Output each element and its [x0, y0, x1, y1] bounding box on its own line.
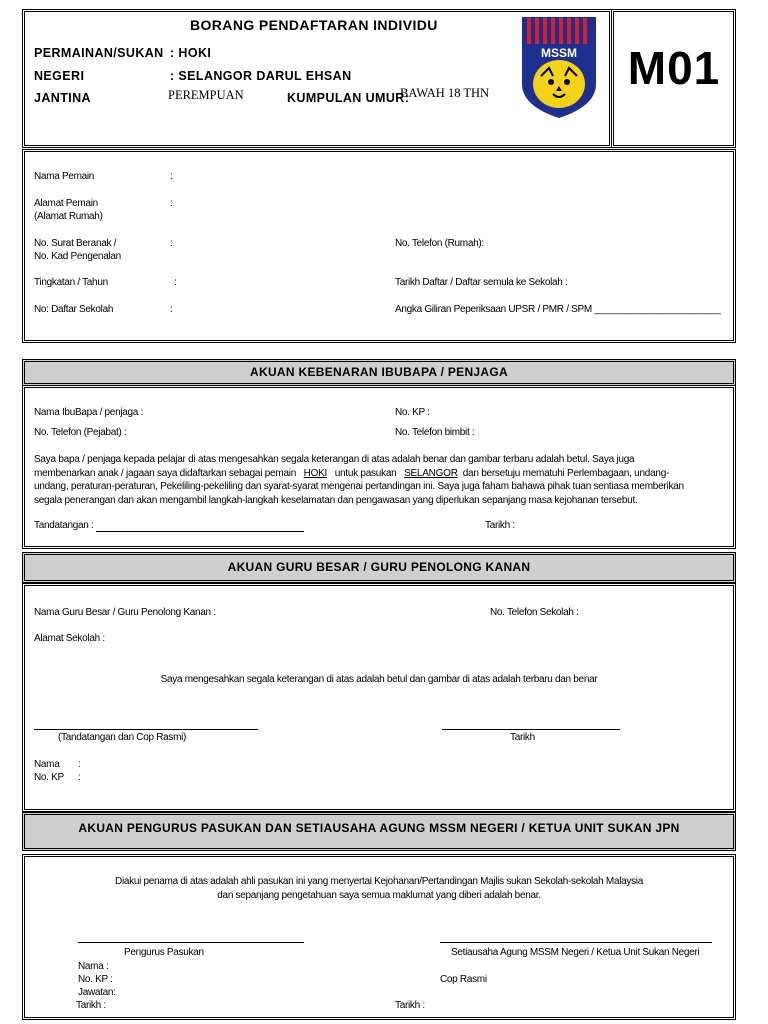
sport-value: : HOKI: [170, 46, 212, 60]
school-phone-label: No. Telefon Sekolah :: [490, 607, 579, 618]
colon: :: [78, 759, 81, 770]
age-group-label: KUMPULAN UMUR:: [287, 91, 410, 105]
colon: :: [170, 171, 173, 182]
para-line-3: undang, peraturan-peraturan, Pekeliling-pekeliling dan syarat-syarat mengenai pertandingan ini. Saya juga faham bahawa pihak tuan sentiasa memberikan: [34, 481, 684, 492]
player-address-sub: (Alamat Rumah): [34, 211, 103, 222]
colon: :: [170, 304, 173, 315]
exam-number-label: Angka Giliran Peperiksaan UPSR / PMR / SPM ________________________: [395, 304, 721, 315]
stamp-label: Cop Rasmi: [440, 974, 487, 985]
parent-name-label: Nama IbuBapa / penjaga :: [34, 407, 143, 418]
manager-name-label: Nama :: [78, 961, 109, 972]
player-address-label: Alamat Pemain: [34, 198, 98, 209]
para-team: SELANGOR: [404, 467, 458, 479]
headmaster-kp-label2: No. KP: [34, 772, 64, 783]
colon: :: [170, 238, 173, 249]
phone-home-label: No. Telefon (Rumah):: [395, 238, 484, 249]
grade-label: Tingkatan / Tahun: [34, 277, 108, 288]
secretary-caption: Setiausaha Agung MSSM Negeri / Ketua Unit Sukan Negeri: [451, 947, 700, 958]
mssm-logo: [519, 14, 599, 120]
manager-date-label: Tarikh :: [76, 1000, 106, 1011]
gender-value: PEREMPUAN: [168, 88, 244, 102]
sport-label: PERMAINAN/SUKAN: [34, 46, 164, 60]
para-line-2b: untuk pasukan: [334, 467, 397, 479]
school-reg-date-label: Tarikh Daftar / Daftar semula ke Sekolah :: [395, 277, 568, 288]
manager-heading: AKUAN PENGURUS PASUKAN DAN SETIAUSAHA AGUNG MSSM NEGERI / KETUA UNIT SUKAN JPN: [22, 812, 736, 851]
school-reg-label: No: Daftar Sekolah: [34, 304, 114, 315]
state-label: NEGERI: [34, 69, 85, 83]
school-address-label: Alamat Sekolah :: [34, 633, 105, 644]
gender-label: JANTINA: [34, 91, 91, 105]
parent-signature-label: Tandatangan :: [34, 520, 94, 531]
parent-date-label: Tarikh :: [485, 520, 515, 531]
player-name-label: Nama Pemain: [34, 171, 95, 182]
mobile-label: No. Telefon bimbit :: [395, 427, 475, 438]
manager-signature-line: [78, 942, 304, 943]
colon: :: [174, 277, 177, 288]
manager-statement-line1: Diakui penama di atas adalah ahli pasukan ini yang menyertai Kejohanan/Pertandingan Majlis sukan Sekolah-sekolah Malaysia: [115, 876, 643, 887]
manager-caption: Pengurus Pasukan: [124, 947, 204, 958]
colon: :: [170, 198, 173, 209]
para-line-2a: membenarkan anak / jagaan saya didaftarkan sebagai pemain: [34, 467, 297, 479]
colon: :: [78, 772, 81, 783]
headmaster-date-line: [442, 729, 620, 730]
signature-caption: (Tandatangan dan Cop Rasmi): [58, 732, 187, 743]
secretary-date-label: Tarikh :: [395, 1000, 425, 1011]
headmaster-signature-line: [34, 729, 258, 730]
para-line-2: [34, 467, 734, 481]
headmaster-name-label2: Nama: [34, 759, 60, 770]
parent-heading: AKUAN KEBENARAN IBUBAPA / PENJAGA: [22, 359, 736, 386]
form-code: M01: [627, 42, 721, 94]
office-phone-label: No. Telefon (Pejabat) :: [34, 427, 127, 438]
parent-consent-paragraph: [34, 453, 734, 507]
headmaster-name-label: Nama Guru Besar / Guru Penolong Kanan :: [34, 607, 216, 618]
manager-kp-label: No. KP :: [78, 974, 113, 985]
birth-cert-label: No. Surat Beranak /: [34, 238, 117, 249]
logo-text: MSSM: [541, 46, 577, 60]
age-group-value: BAWAH 18 THN: [400, 86, 490, 100]
manager-position-label: Jawatan:: [78, 987, 116, 998]
ic-label: No. Kad Pengenalan: [34, 251, 121, 262]
headmaster-heading: AKUAN GURU BESAR / GURU PENOLONG KANAN: [22, 552, 736, 583]
date-caption: Tarikh: [510, 732, 535, 743]
para-sport: HOKI: [303, 467, 328, 479]
manager-statement-line2: dan sepanjang pengetahuan saya semua maklumat yang diberi adalah benar.: [217, 890, 541, 901]
secretary-signature-line: [440, 942, 712, 943]
parent-kp-label: No. KP :: [395, 407, 430, 418]
state-value: : SELANGOR DARUL EHSAN: [170, 69, 352, 83]
parent-signature-line: [96, 531, 304, 532]
para-line-1: Saya bapa / penjaga kepada pelajar di atas mengesahkan segala keterangan di atas adalah benar dan gambar terbaru adalah betul. Saya juga: [34, 454, 635, 465]
headmaster-statement: Saya mengesahkan segala keterangan di atas adalah betul dan gambar di atas adalah terbaru dan benar: [160, 674, 598, 685]
form-title: BORANG PENDAFTARAN INDIVIDU: [190, 17, 438, 33]
para-line-2c: dan bersetuju mematuhi Perlembagaan, undang-: [462, 467, 670, 479]
para-line-4: segala penerangan dan akan mengambil langkah-langkah keselamatan dan pengawasan yang diperlukan sepanjang masa kejohanan tersebut.: [34, 494, 638, 506]
